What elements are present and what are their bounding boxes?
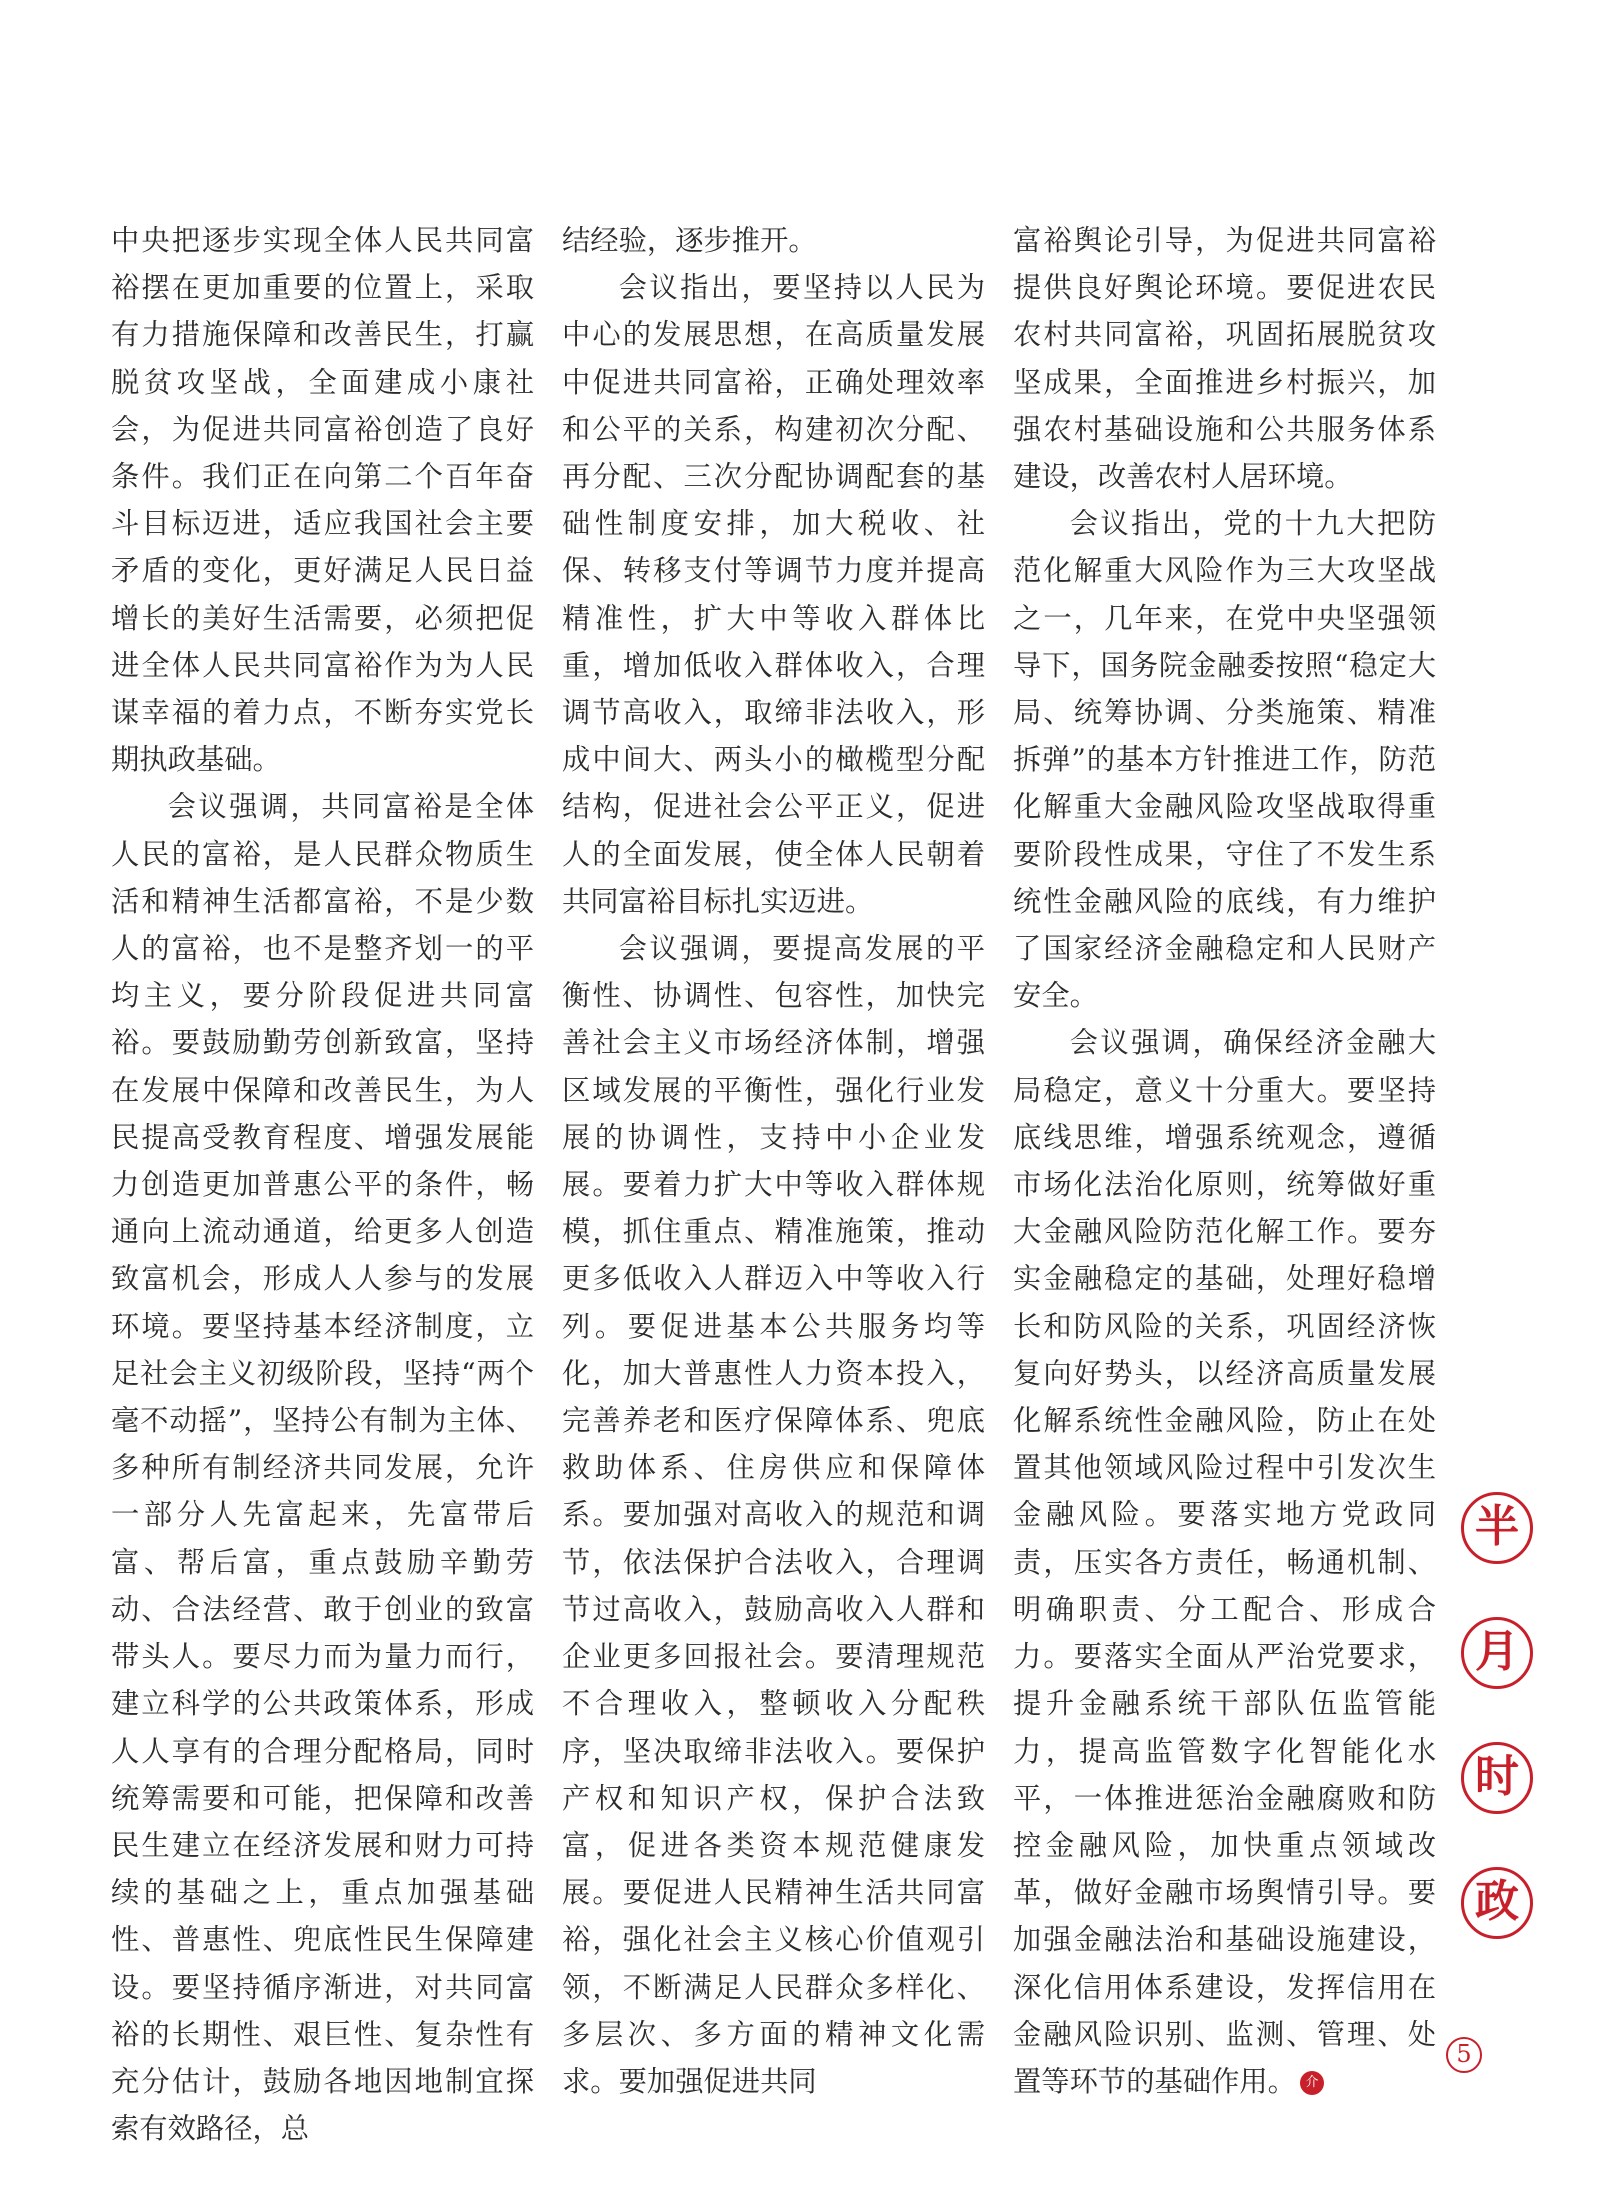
paragraph: 中央把逐步实现全体人民共同富裕摆在更加重要的位置上，采取有力措施保障和改善民生，打赢脱贫攻坚战，全面建成小康社会，为促进共同富裕创造了良好条件。我们正在向第二个百年奋斗目标迈进，适应我国社会主要矛盾的变化，更好满足人民日益增长的美好生活需要，必须把促进全体人民共同富裕作为为人民谋幸福的着力点，不断夯实党长期执政基础。 [111, 224, 534, 777]
paragraph: 会议强调，要提高发展的平衡性、协调性、包容性，加快完善社会主义市场经济体制，增强区域发展的平衡性，强化行业发展的协调性，支持中小企业发展。要着力扩大中等收入群体规模，抓住重点、精准施策，推动更多低收入人群迈入中等收入行列。要促进基本公共服务均等化，加大普惠性人力资本投入，完善养老和医疗保障体系、兜底救助体系、住房供应和保障体系。要加强对高收入的规范和调节，依法保护合法收入，合理调节过高收入，鼓励高收入人群和企业更多回报社会。要清理规范不合理收入，整顿收入分配秩序，坚决取缔非法收入。要保护产权和知识产权，保护合法致富，促进各类资本规范健康发展。要促进人民精神生活共同富裕，强化社会主义核心价值观引领，不断满足人民群众多样化、多层次、多方面的精神文化需求。要加强促进共同 [562, 932, 985, 2098]
paragraph-text: 会议强调，确保经济金融大局稳定，意义十分重大。要坚持底线思维，增强系统观念，遵循市场化法治化原则，统筹做好重大金融风险防范化解工作。要夯实金融稳定的基础，处理好稳增长和防风险的关系，巩固经济恢复向好势头，以经济高质量发展化解系统性金融风险，防止在处置其他领域风险过程中引发次生金融风险。要落实地方党政同责，压实各方责任，畅通机制、明确职责、分工配合、形成合力。要落实全面从严治党要求，提升金融系统干部队伍监管能力，提高监管数字化智能化水平，一体推进惩治金融腐败和防控金融风险，加快重点领域改革，做好金融市场舆情引导。要加强金融法治和基础设施建设，深化信用体系建设，发挥信用在金融风险识别、监测、管理、处置等环节的基础作用。 [1013, 1026, 1436, 2098]
paragraph: 结经验，逐步推开。 [562, 224, 817, 257]
section-brand-char: 月 [1461, 1617, 1533, 1689]
paragraph: 会议指出，要坚持以人民为中心的发展思想，在高质量发展中促进共同富裕，正确处理效率和公平的关系，构建初次分配、再分配、三次分配协调配套的基础性制度安排，加大税收、社保、转移支付等调节力度并提高精准性，扩大中等收入群体比重，增加低收入群体收入，合理调节高收入，取缔非法收入，形成中间大、两头小的橄榄型分配结构，促进社会公平正义，促进人的全面发展，使全体人民朝着共同富裕目标扎实迈进。 [562, 271, 985, 918]
last-paragraph [1013, 1019, 1436, 2105]
article-column-1 [111, 217, 534, 2152]
section-brand-char: 半 [1461, 1492, 1533, 1564]
page-number: 5 [1446, 2037, 1482, 2073]
article-column-2 [562, 217, 985, 2105]
paragraph: 会议强调，共同富裕是全体人民的富裕，是人民群众物质生活和精神生活都富裕，不是少数人的富裕，也不是整齐划一的平均主义，要分阶段促进共同富裕。要鼓励勤劳创新致富，坚持在发展中保障和改善民生，为人民提高受教育程度、增强发展能力创造更加普惠公平的条件，畅通向上流动通道，给更多人创造致富机会，形成人人参与的发展环境。要坚持基本经济制度，立足社会主义初级阶段，坚持“两个毫不动摇”，坚持公有制为主体、多种所有制经济共同发展，允许一部分人先富起来，先富带后富、帮后富，重点鼓励辛勤劳动、合法经营、敢于创业的致富带头人。要尽力而为量力而行，建立科学的公共政策体系，形成人人享有的合理分配格局，同时统筹需要和可能，把保障和改善民生建立在经济发展和财力可持续的基础之上，重点加强基础性、普惠性、兜底性民生保障建设。要坚持循序渐进，对共同富裕的长期性、艰巨性、复杂性有充分估计，鼓励各地因地制宜探索有效路径，总 [111, 790, 534, 2146]
article-end-icon: 介 [1300, 2071, 1324, 2095]
article-column-3 [1013, 217, 1436, 2105]
section-brand-char: 时 [1461, 1742, 1533, 1814]
section-brand-char: 政 [1461, 1867, 1533, 1939]
paragraph: 富裕舆论引导，为促进共同富裕提供良好舆论环境。要促进农民农村共同富裕，巩固拓展脱贫攻坚成果，全面推进乡村振兴，加强农村基础设施和公共服务体系建设，改善农村人居环境。 [1013, 224, 1436, 494]
paragraph: 会议指出，党的十九大把防范化解重大风险作为三大攻坚战之一，几年来，在党中央坚强领导下，国务院金融委按照“稳定大局、统筹协调、分类施策、精准拆弹”的基本方针推进工作，防范化解重大金融风险攻坚战取得重要阶段性成果，守住了不发生系统性金融风险的底线，有力维护了国家经济金融稳定和人民财产安全。 [1013, 507, 1436, 1013]
